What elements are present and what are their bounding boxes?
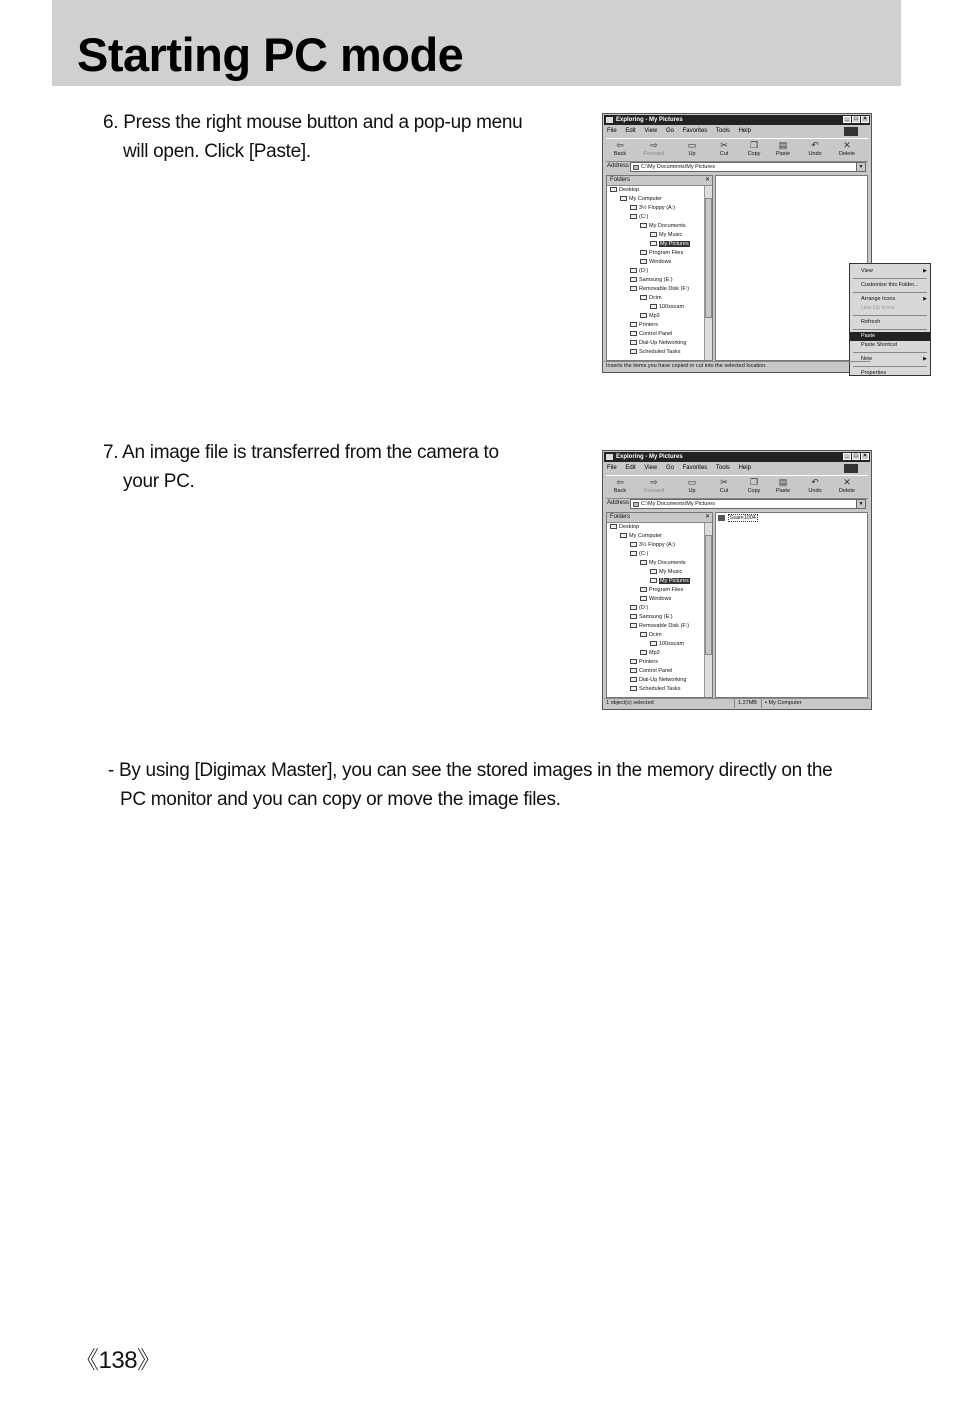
status-text: 1 object(s) selected (606, 700, 654, 706)
folder-icon (620, 533, 627, 538)
tree-item[interactable] (630, 667, 672, 676)
window-title: Exploring - My Pictures (616, 117, 683, 123)
tree-item[interactable] (650, 231, 682, 240)
folder-icon (610, 524, 617, 529)
scissors-icon: ✂ (720, 477, 728, 487)
file-item[interactable] (718, 514, 758, 522)
step-6-line-1: 6. Press the right mouse button and a pop-up menu (103, 112, 523, 133)
header-bar (52, 0, 901, 86)
context-menu-item-label: Paste (861, 333, 876, 339)
tree-item-label: Removable Disk (F:) (639, 623, 690, 629)
folder-icon (630, 214, 637, 219)
menu-file[interactable]: File (607, 465, 617, 471)
tree-item[interactable] (630, 604, 648, 613)
menu-tools[interactable]: Tools (715, 465, 730, 471)
forward-arrow-icon: ⇨ (650, 477, 658, 487)
status-bar (604, 361, 870, 371)
delete-button[interactable] (835, 141, 859, 158)
folder-icon (640, 587, 647, 592)
tree-item[interactable] (640, 312, 660, 321)
folder-icon (650, 578, 657, 583)
tree-item[interactable] (630, 348, 680, 357)
folder-icon (630, 331, 637, 336)
tree-item-label: 100sscam (659, 304, 685, 310)
explorer-window-paste (602, 113, 927, 376)
cut-label: Cut (719, 151, 729, 157)
tree-item[interactable] (630, 622, 689, 631)
folder-icon (630, 686, 637, 691)
up-button[interactable] (680, 141, 704, 158)
toolbar (606, 475, 868, 499)
address-bar (606, 499, 868, 510)
folder-icon (610, 187, 617, 192)
folder-icon (630, 605, 637, 610)
tree-item[interactable] (630, 285, 689, 294)
context-menu-item[interactable] (850, 295, 930, 304)
tree-item-label: Dcim (649, 295, 662, 301)
maximize-icon[interactable]: □ (852, 453, 860, 460)
status-bar (604, 698, 870, 708)
close-pane-icon[interactable]: ✕ (704, 177, 710, 183)
folders-label: Folders (610, 177, 631, 183)
folder-icon (650, 641, 657, 646)
tree-item[interactable] (640, 294, 662, 303)
copy-icon: ❐ (749, 477, 759, 487)
computer-icon: ▪ (765, 700, 769, 706)
address-value: C:\My Documents\My Pictures (641, 501, 715, 507)
window-title: Exploring - My Pictures (616, 454, 683, 460)
tree-item-label: Program Files (649, 250, 684, 256)
close-icon[interactable]: × (861, 453, 869, 460)
folder-icon (640, 259, 647, 264)
back-arrow-icon: ⇦ (616, 477, 624, 487)
tree-item-label: Dial-Up Networking (639, 677, 687, 683)
menu-go[interactable]: Go (665, 128, 674, 134)
tree-item-label: (C:) (639, 551, 649, 557)
context-menu-item-label: Refresh (861, 319, 881, 325)
explorer-icon (606, 117, 613, 123)
image-file-icon (718, 515, 725, 521)
tree-item-label: Scheduled Tasks (639, 349, 681, 355)
explorer-window-transferred (602, 450, 872, 710)
forward-button[interactable] (642, 478, 666, 495)
up-folder-icon: ▭ (687, 140, 697, 150)
up-button[interactable] (680, 478, 704, 495)
cut-button[interactable] (712, 141, 736, 158)
tree-item-label: My Music (659, 569, 683, 575)
menu-edit[interactable]: Edit (625, 128, 636, 134)
tree-item[interactable] (630, 339, 686, 348)
cut-button[interactable] (712, 478, 736, 495)
tree-item[interactable] (640, 222, 686, 231)
address-input[interactable] (630, 499, 866, 509)
tree-item-label: My Pictures (660, 578, 689, 584)
close-pane-icon[interactable]: ✕ (704, 514, 710, 520)
status-location-text: My Computer (768, 700, 802, 706)
content-pane[interactable] (715, 175, 927, 376)
note-line-1: - By using [Digimax Master], you can see the stored images in the memory directly on the (108, 760, 833, 781)
note-line-2: PC monitor and you can copy or move the image files. (120, 789, 561, 810)
tree-item-label: Mp3 (649, 313, 660, 319)
tree-item-label: Mp3 (649, 650, 660, 656)
context-menu-item[interactable] (850, 281, 930, 290)
cut-label: Cut (719, 488, 729, 494)
chevron-down-icon[interactable]: ▼ (856, 500, 865, 508)
clipboard-icon: ▤ (778, 477, 788, 487)
folder-icon (640, 295, 647, 300)
scrollbar[interactable] (704, 523, 712, 697)
forward-arrow-icon: ⇨ (650, 140, 658, 150)
tree-item[interactable] (630, 676, 686, 685)
minimize-icon[interactable]: _ (843, 116, 851, 123)
windows-logo-icon (844, 127, 858, 136)
tree-item-label: My Computer (629, 196, 663, 202)
context-menu-item-label: New (861, 356, 873, 362)
context-menu-item[interactable] (850, 318, 930, 327)
tree-item[interactable] (640, 631, 662, 640)
explorer-icon (606, 454, 613, 460)
folder-icon (633, 165, 639, 170)
tree-item[interactable] (650, 303, 684, 312)
folder-icon (630, 659, 637, 664)
scissors-icon: ✂ (720, 140, 728, 150)
tree-item[interactable] (640, 258, 671, 267)
menu-bar (607, 126, 867, 136)
folders-pane (606, 175, 713, 361)
tree-item[interactable] (640, 595, 671, 604)
menu-view[interactable]: View (644, 465, 658, 471)
delete-label: Delete (839, 488, 855, 494)
tree-item-label: Dial-Up Networking (639, 340, 687, 346)
menu-go[interactable]: Go (665, 465, 674, 471)
folder-icon (630, 668, 637, 673)
folder-icon (630, 677, 637, 682)
tree-item-label: Samsung (E:) (639, 277, 673, 283)
tree-item-label: Control Panel (639, 331, 673, 337)
folder-icon (630, 623, 637, 628)
undo-icon: ↶ (811, 477, 819, 487)
tree-item-label: Removable Disk (F:) (639, 286, 690, 292)
tree-item-label: Printers (639, 322, 658, 328)
folder-tree (607, 186, 704, 360)
address-label: Address (607, 500, 630, 506)
folder-icon (630, 614, 637, 619)
tree-item-label: Scheduled Tasks (639, 686, 681, 692)
tree-item-label: My Music (659, 232, 683, 238)
address-value: C:\My Documents\My Pictures (641, 164, 715, 170)
delete-button[interactable] (835, 478, 859, 495)
tree-item-label: My Computer (629, 533, 663, 539)
forward-label: Forward (643, 488, 665, 494)
tree-item[interactable] (640, 586, 683, 595)
tree-item[interactable] (630, 658, 658, 667)
submenu-arrow-icon: ▶ (923, 356, 927, 362)
note-text (108, 756, 888, 814)
copy-label: Copy (747, 488, 761, 494)
delete-label: Delete (839, 151, 855, 157)
menu-separator (853, 292, 927, 293)
folder-icon (630, 551, 637, 556)
tree-item[interactable] (630, 685, 680, 694)
step-6-text (103, 108, 553, 166)
page-number: 《138》 (75, 1347, 161, 1374)
scrollbar-thumb[interactable] (705, 535, 712, 655)
tree-item-label: Control Panel (639, 668, 673, 674)
folder-icon (640, 596, 647, 601)
tree-item-label: Program Files (649, 587, 684, 593)
context-menu-item-label: Customize this Folder... (861, 282, 919, 288)
maximize-icon[interactable]: □ (852, 116, 860, 123)
context-menu-item-label: View (861, 268, 873, 274)
folder-icon (630, 542, 637, 547)
copy-icon: ❐ (749, 140, 759, 150)
menu-help[interactable]: Help (738, 128, 751, 134)
minimize-icon[interactable]: _ (843, 453, 851, 460)
file-name: Ssam1004 (729, 515, 756, 521)
folder-icon (640, 632, 647, 637)
folder-icon (650, 232, 657, 237)
tree-item[interactable] (620, 195, 662, 204)
copy-button[interactable] (742, 141, 766, 158)
context-menu-item-label: Properties (861, 370, 887, 376)
folder-icon (630, 322, 637, 327)
undo-label: Undo (808, 151, 822, 157)
paste-label: Paste (775, 488, 791, 494)
tree-item-label: My Documents (649, 223, 686, 229)
up-label: Up (688, 151, 696, 157)
tree-item[interactable] (630, 550, 648, 559)
tree-item[interactable] (630, 330, 672, 339)
tree-item-label: Desktop (619, 187, 640, 193)
delete-x-icon: ✕ (843, 140, 851, 150)
tree-item-label: My Pictures (660, 241, 689, 247)
menu-help[interactable]: Help (738, 465, 751, 471)
paste-button[interactable] (771, 141, 795, 158)
back-label: Back (613, 151, 627, 157)
folders-header (607, 513, 712, 523)
folder-icon (640, 313, 647, 318)
paste-label: Paste (775, 151, 791, 157)
context-menu-item-label: Paste Shortcut (861, 342, 898, 348)
delete-x-icon: ✕ (843, 477, 851, 487)
up-label: Up (688, 488, 696, 494)
address-input[interactable] (630, 162, 866, 172)
tree-item[interactable] (610, 523, 639, 532)
folders-label: Folders (610, 514, 631, 520)
folder-icon (650, 304, 657, 309)
address-label: Address (607, 163, 630, 169)
status-location (761, 699, 802, 708)
tree-item-label: 3½ Floppy (A:) (639, 205, 676, 211)
menu-separator (853, 315, 927, 316)
undo-icon: ↶ (811, 140, 819, 150)
menu-separator (853, 329, 927, 330)
tree-item[interactable] (630, 276, 673, 285)
menu-separator (853, 352, 927, 353)
copy-label: Copy (747, 151, 761, 157)
tree-item[interactable] (640, 649, 660, 658)
folder-icon (630, 205, 637, 210)
title-bar (604, 115, 870, 125)
menu-favorites[interactable]: Favorites (682, 465, 708, 471)
tree-item[interactable] (650, 240, 690, 249)
folder-icon (630, 286, 637, 291)
copy-button[interactable] (742, 478, 766, 495)
step-7-line-1: 7. An image file is transferred from the camera to (103, 442, 499, 463)
content-pane[interactable] (715, 512, 868, 698)
title-bar (604, 452, 870, 462)
paste-button[interactable] (771, 478, 795, 495)
tree-item[interactable] (630, 204, 675, 213)
back-button[interactable] (608, 141, 632, 158)
tree-item[interactable] (650, 577, 690, 586)
tree-item[interactable] (640, 249, 683, 258)
clipboard-icon: ▤ (778, 140, 788, 150)
context-menu-item-label: Arrange Icons (861, 296, 896, 302)
up-folder-icon: ▭ (687, 477, 697, 487)
folder-icon (630, 268, 637, 273)
tree-item[interactable] (630, 541, 675, 550)
toolbar (606, 138, 868, 162)
folder-icon (640, 223, 647, 228)
folder-icon (640, 250, 647, 255)
context-menu (849, 263, 931, 376)
menu-tools[interactable]: Tools (715, 128, 730, 134)
undo-button[interactable] (803, 478, 827, 495)
context-menu-item[interactable] (850, 332, 930, 341)
menu-favorites[interactable]: Favorites (682, 128, 708, 134)
tree-item[interactable] (630, 267, 648, 276)
folder-tree (607, 523, 704, 697)
folder-icon (630, 277, 637, 282)
forward-label: Forward (643, 151, 665, 157)
menu-view[interactable]: View (644, 128, 658, 134)
tree-item-label: (D:) (639, 268, 649, 274)
folder-icon (650, 241, 657, 246)
tree-item-label: (C:) (639, 214, 649, 220)
folder-icon (620, 196, 627, 201)
tree-item-label: (D:) (639, 605, 649, 611)
tree-item-label: Dcim (649, 632, 662, 638)
folders-pane (606, 512, 713, 698)
forward-button[interactable] (642, 141, 666, 158)
undo-label: Undo (808, 488, 822, 494)
tree-item[interactable] (630, 213, 648, 222)
chevron-down-icon[interactable]: ▼ (856, 163, 865, 171)
back-label: Back (613, 488, 627, 494)
folder-icon (633, 502, 639, 507)
scrollbar-thumb[interactable] (705, 198, 712, 318)
context-menu-item-label: Line Up Icons (861, 305, 895, 311)
folder-icon (650, 569, 657, 574)
submenu-arrow-icon: ▶ (923, 296, 927, 302)
status-size: 1.27MB (734, 699, 757, 708)
address-bar (606, 162, 868, 173)
step-6-line-2: will open. Click [Paste]. (123, 141, 311, 162)
menu-file[interactable]: File (607, 128, 617, 134)
tree-item[interactable] (630, 321, 658, 330)
menu-bar (607, 463, 867, 473)
folder-icon (630, 340, 637, 345)
scrollbar[interactable] (704, 186, 712, 360)
status-text: Inserts the items you have copied or cut into the selected location. (606, 363, 767, 369)
tree-item-label: Samsung (E:) (639, 614, 673, 620)
back-button[interactable] (608, 478, 632, 495)
close-icon[interactable]: × (861, 116, 869, 123)
folders-header (607, 176, 712, 186)
tree-item-label: 3½ Floppy (A:) (639, 542, 676, 548)
tree-item[interactable] (630, 613, 673, 622)
menu-edit[interactable]: Edit (625, 465, 636, 471)
tree-item[interactable] (620, 532, 662, 541)
tree-item[interactable] (650, 568, 682, 577)
undo-button[interactable] (803, 141, 827, 158)
tree-item-label: 100sscam (659, 641, 685, 647)
tree-item-label: Desktop (619, 524, 640, 530)
context-menu-item[interactable] (850, 267, 930, 276)
tree-item[interactable] (640, 559, 686, 568)
tree-item-label: Printers (639, 659, 658, 665)
step-7-text (103, 438, 553, 496)
folder-icon (640, 650, 647, 655)
tree-item-label: Windows (649, 596, 672, 602)
back-arrow-icon: ⇦ (616, 140, 624, 150)
tree-item-label: My Documents (649, 560, 686, 566)
context-menu-item[interactable] (850, 304, 930, 313)
folder-icon (640, 560, 647, 565)
windows-logo-icon (844, 464, 858, 473)
context-menu-item[interactable] (850, 341, 930, 350)
folder-icon (630, 349, 637, 354)
step-7-line-2: your PC. (123, 471, 195, 492)
tree-item[interactable] (610, 186, 639, 195)
menu-separator (853, 278, 927, 279)
tree-item-label: Windows (649, 259, 672, 265)
tree-item[interactable] (650, 640, 684, 649)
submenu-arrow-icon: ▶ (923, 268, 927, 274)
page-title: Starting PC mode (77, 28, 464, 81)
